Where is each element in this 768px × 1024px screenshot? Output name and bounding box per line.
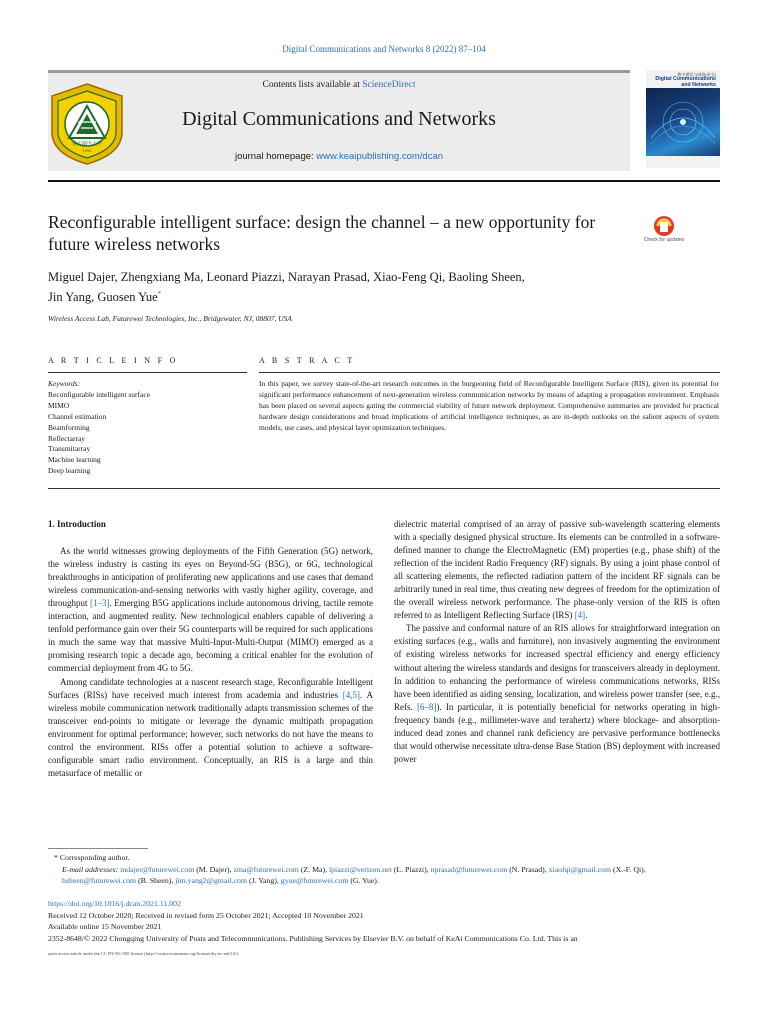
email-link[interactable]: mdajer@futurewei.com	[120, 864, 195, 874]
corresponding-author-note: * Corresponding author.	[54, 853, 130, 862]
author-list	[48, 269, 648, 306]
sciencedirect-link[interactable]: ScienceDirect	[362, 80, 416, 90]
keywords-label: Keywords:	[48, 379, 81, 388]
homepage-link[interactable]: www.keaipublishing.com/dcan	[316, 151, 444, 162]
keyword-item: Reconfigurable intelligent surface	[48, 389, 151, 399]
contents-line	[48, 80, 630, 90]
cover-footer	[646, 156, 720, 168]
journal-cover-thumbnail[interactable]	[646, 70, 720, 168]
cover-artwork	[646, 88, 720, 156]
authors-line-2-names: Jin Yang, Guosen Yue	[48, 290, 158, 305]
citation-link[interactable]: [4,5]	[342, 689, 361, 700]
contents-prefix: Contents lists available at	[262, 80, 363, 90]
left-column	[48, 518, 373, 780]
body-paragraph-4: The passive and conformal nature of an RIS allows for straightforward integration on existing surfaces (e.g., walls and furniture), non invasively augmenting the environment of existing wireless networks for increased spectral efficiency and energy efficiency without altering the wireless standards and designs for transceivers already in deployment. In addition to enhancing the performance of wireless communications networks, RISs have been identified as aiding sensing, localization, and wireless power transfer (see, e.g., Refs. [6–8]). In particular, it is potentially beneficial for networks operating in high-frequency bands (e.g., millimeter-wave and terahertz) where blockage- and absorption-induced dead zones and channel rank deficiency are pervasive performance bottlenecks that would otherwise necessitate ultra-dense Base Station (BS) deployment with increased power	[394, 623, 721, 764]
email-link[interactable]: zma@futurewei.com	[233, 864, 299, 874]
email-link[interactable]: xiaofqi@gmail.com	[548, 864, 612, 874]
citation-link[interactable]: [6–8]	[416, 701, 437, 712]
received-dates: Received 12 October 2020; Received in revised form 25 October 2021; Accepted 10 November 2021	[48, 910, 364, 920]
copyright-line: 2352-8648/© 2022 Chongqing University of Posts and Telecommunications. Publishing Services by Elsevier B.V. on behalf of KeAi Communications Co. Ltd. This is an	[48, 933, 578, 943]
journal-citation[interactable]: Digital Communications and Networks 8 (2022) 87–104	[282, 44, 486, 54]
intro-paragraph-2: Among candidate technologies at a nascent research stage, Reconfigurable Intelligent Surfaces (RISs) have received much interest from academia and industries [4,5]. A wireless mobile communication network traditionally adapts transmission schemes of the transceiver end-points to mitigate or leverage the dynamic multipath propagation environment for optimal performance; however, such networks do not have the means to control the environment. RISs offer a potential solution to achieve a software-configurable smart radio environment. Conceptually, an RIS is a large and thin metasurface of metallic or	[48, 676, 373, 778]
email-link[interactable]: nprasad@futurewei.com	[430, 864, 508, 874]
email-link[interactable]: gyue@futurewei.com	[280, 876, 349, 885]
keyword-item: Transmitarray	[48, 444, 91, 454]
citation-link[interactable]: [4]	[574, 610, 586, 621]
citation-link[interactable]: [1–3]	[89, 598, 110, 609]
footnote-block	[48, 852, 720, 887]
article-title: Reconfigurable intelligent surface: design the channel – a new opportunity for future wireless networks	[48, 212, 596, 254]
intro-heading: 1. Introduction	[48, 519, 106, 529]
email-link[interactable]: lpiazzi@verizon.net	[328, 864, 392, 874]
abstract-text: In this paper, we survey state-of-the-art research outcomes in the burgeoning field of Reconfigurable Intelligent Surface (RIS), given its potential for significant performance enhancement of next-generation wireless communication networks by means of adapting a propagation environment. Emphasis has been placed on several aspects gating the commercial viability of future network deployment. Comprehensive summaries are provided for practical hardware design considerations and broad implications of artificial intelligence techniques, as are in-depth outlooks on the salient aspects of system models, use cases, and physical layer optimization techniques.	[259, 379, 719, 432]
keyword-item: Reflectarray	[48, 433, 86, 443]
abstract-rule	[259, 372, 720, 373]
license-line[interactable]: open access article under the CC BY-NC-ND license (http://creativecommons.org/licenses/by-nc-nd/4.0/).	[48, 951, 239, 956]
university-seal-logo	[48, 82, 126, 166]
abstract-heading: A B S T R A C T	[259, 356, 356, 365]
authors-line-2	[48, 286, 648, 306]
article-info-heading: A R T I C L E I N F O	[48, 356, 179, 365]
right-column	[394, 518, 720, 766]
cover-header	[646, 70, 720, 88]
homepage-line	[48, 151, 630, 162]
keyword-item: MIMO	[48, 400, 70, 410]
check-for-updates-label[interactable]: Check for updates	[643, 237, 685, 243]
affiliation: Wireless Access Lab, Futurewei Technologies, Inc., Bridgewater, NJ, 08807, USA	[48, 314, 293, 323]
keyword-item: Beamforming	[48, 422, 90, 432]
email-link[interactable]: jim.yang2@gmail.com	[175, 876, 247, 885]
publication-info	[48, 898, 720, 944]
email-link[interactable]: bsheen@futurewei.com	[62, 876, 137, 885]
cover-title: Digital Communications and Networks	[655, 76, 716, 88]
intro-paragraph-1: As the world witnesses growing deployments of the Fifth Generation (5G) network, the wireless industry is casting its eyes on Beyond-5G (B5G), or 6G, technological breakthroughs in anticipation of proliferating new applications and use cases that demand wireless communication-and-sensing networks with vastly higher agility, coverage, and throughput [1–3]. Emerging B5G applications include autonomous driving, tactile remote interaction, and augmented reality. New technological enablers capable of delivering a tenfold performance gain over their 5G counterparts will be required for such applications in much the same way that massive Multi-Input-Multi-Output (MIMO) emerged as a promising research topic a decade ago, becoming a critical enabler for the evolution of commercial deployment from 4G to 5G.	[48, 546, 373, 674]
doi-link[interactable]: https://doi.org/10.1016/j.dcan.2021.11.002	[48, 899, 181, 908]
available-online: Available online 15 November 2021	[48, 922, 162, 931]
corresponding-author-mark[interactable]: *	[157, 290, 162, 298]
header-rule	[48, 180, 720, 182]
homepage-prefix: journal homepage:	[234, 151, 317, 162]
front-matter-rule	[48, 488, 720, 489]
logo-chinese-name: 重庆邮电大学	[71, 141, 103, 147]
keywords-list	[48, 379, 150, 477]
footnote-rule	[48, 848, 148, 849]
keyword-item: Channel estimation	[48, 411, 107, 421]
article-info-rule	[48, 372, 247, 373]
cover-chinese-title: 数字通信与网络(英文)	[677, 72, 716, 77]
keyword-item: Deep learning	[48, 466, 91, 476]
journal-title: Digital Communications and Networks	[182, 108, 496, 130]
authors-line-1: Miguel Dajer, Zhengxiang Ma, Leonard Piazzi, Narayan Prasad, Xiao-Feng Qi, Baoling Sheen,	[48, 270, 525, 284]
keyword-item: Machine learning	[48, 455, 101, 465]
email-addresses: E-mail addresses: mdajer@futurewei.com (M. Dajer), zma@futurewei.com (Z. Ma), lpiazzi@verizon.net (L. Piazzi), nprasad@futurewei.com (N. Prasad), xiaofqi@gmail.com (X.-F. Qi), bsheen@futurewei.com (B. Sheen), jim.yang2@gmail.com (J. Yang), gyue@futurewei.com (G. Yue).	[62, 864, 646, 885]
check-for-updates-icon[interactable]	[646, 214, 682, 254]
logo-year: 1950	[82, 149, 92, 153]
email-label: E-mail addresses:	[62, 864, 121, 874]
body-paragraph-3: dielectric material comprised of an array of passive sub-wavelength scattering elements with a specially designed physical structure. Its elements can be controlled in a software-defined manner to change the ElectroMagnetic (EM) properties (e.g., phase shift) of the reflection of the incident Radio Frequency (RF) signals. By using a joint phase control of all scattering elements, the reflected radiation pattern of the incident RF signals can be arbitrarily tuned in real time, thus creating new degrees of freedom for the optimization of the overall wireless network performance. The phase-only version of the RIS is often referred to as Intelligent Reflecting Surface (IRS) [4].	[394, 519, 720, 621]
